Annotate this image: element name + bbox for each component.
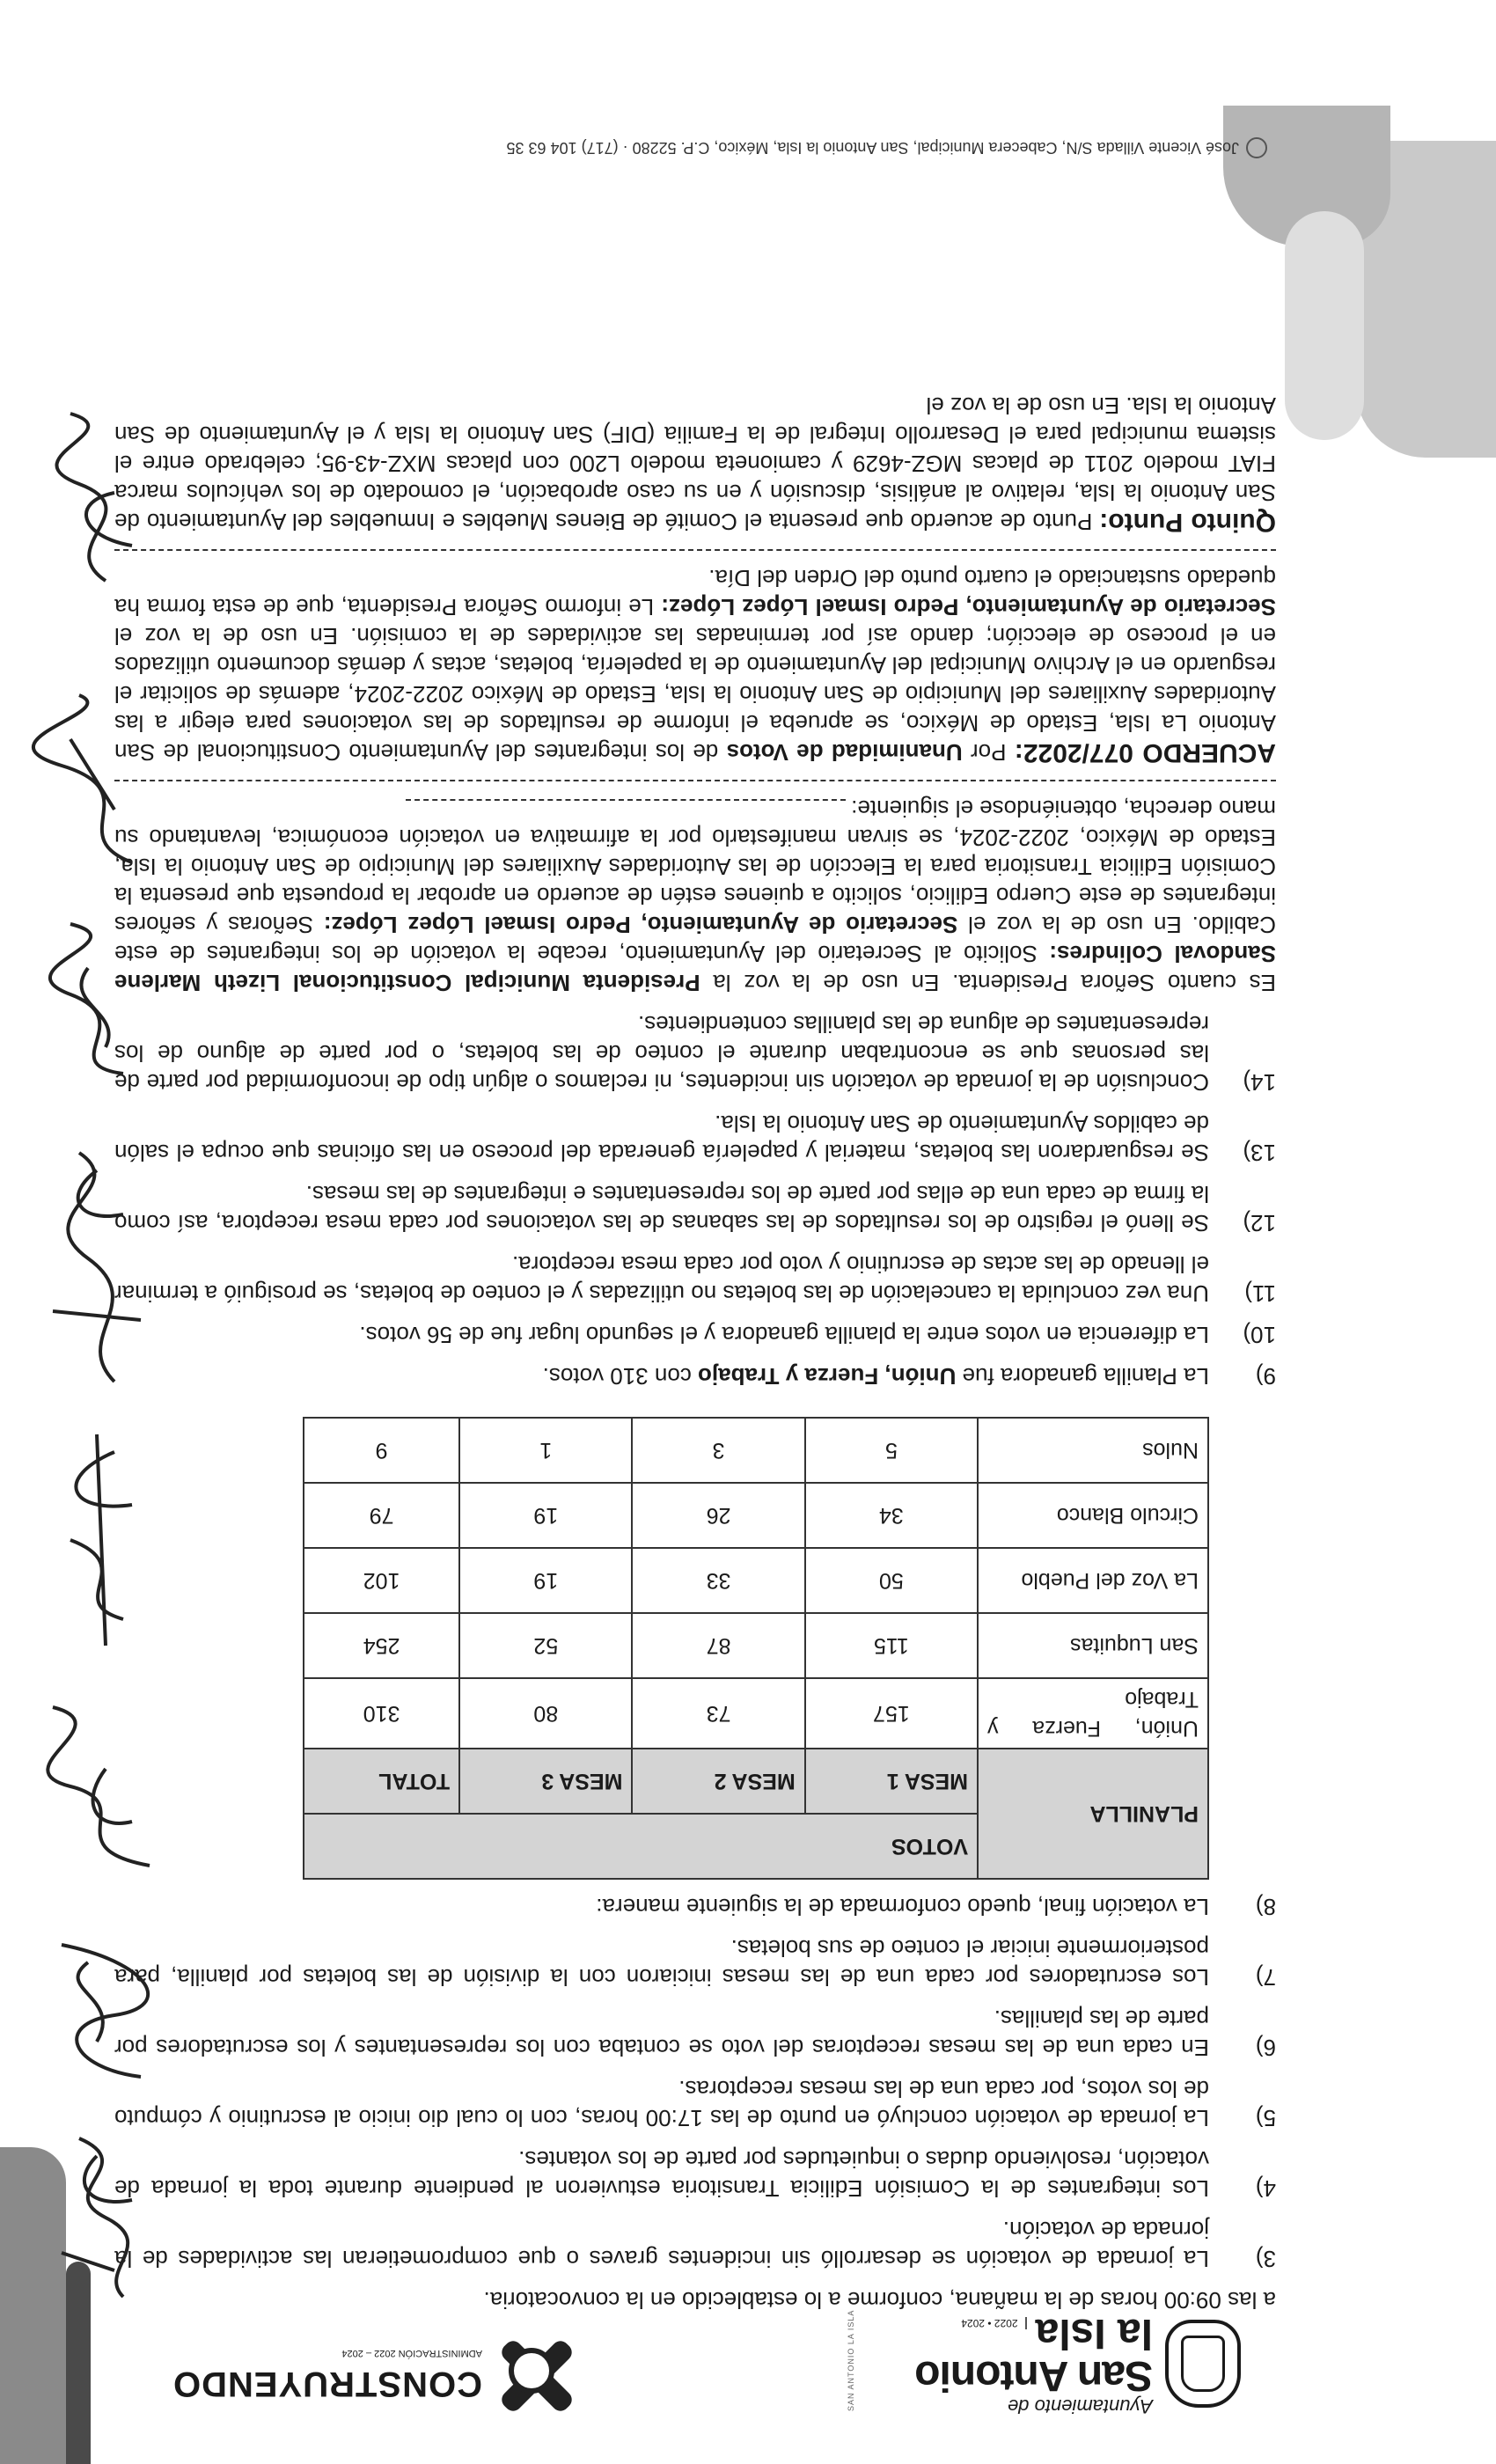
table-row	[304, 1483, 1208, 1548]
item-text: Se llenó el registro de los resultados de las sabanas de las votaciones por cada mesa receptora, así como la firma de cada una de ellas por parte de los representantes e integrantes de las mesas.	[114, 1181, 1209, 1236]
col-mesa3: MESA 3	[459, 1749, 632, 1814]
item-text: Una vez concluida la cancelación de las boletas no utilizadas y el conteo de boletas, se prosiguió a terminar el llenado de las actas de escrutinio y voto por cada mesa receptora.	[114, 1251, 1209, 1307]
list-item	[114, 1892, 1276, 1921]
signature	[18, 405, 176, 598]
col-mesa1: MESA 1	[805, 1749, 978, 1814]
municipality-logo	[915, 2312, 1241, 2416]
item-number: 3)	[1255, 2246, 1276, 2272]
item-text: Conclusión de la jornada de votación sin incidentes, ni reclamos o algún tipo de inconformidad por parte de las personas que se encontraban durante el conteo de las boletas, o por parte de alguno de los representantes de alguna de las planillas contendientes.	[114, 1011, 1209, 1096]
table-row	[304, 1678, 1208, 1749]
list-item	[114, 2145, 1276, 2203]
quinto-punto-paragraph: Quinto Punto: Punto de acuerdo que presenta el Comité de Bienes Muebles e Inmuebles del Ayuntamiento de San Antonio la Isla, relativo al análisis, discusión y en su caso aprobación, el comodato de los vehículos marca FIAT modelo 2011 de placas MGZ-4629 y camioneta modelo L200 con placas MXZ-43-95; celebrado entre el sistema municipal para el Desarrollo Integral de la Familia (DIF) San Antonio la Isla y el Ayuntamiento de San Antonio la Isla. En uso de la voz el	[114, 392, 1276, 537]
table-row	[304, 1613, 1208, 1678]
list-item	[114, 1250, 1276, 1308]
item-number: 14)	[1243, 1069, 1276, 1096]
brand2-title: CONSTRUYENDO	[172, 2365, 482, 2404]
construyendo-logo	[172, 2332, 581, 2420]
cell-mesa2: 73	[632, 1678, 804, 1749]
list-item	[114, 1320, 1276, 1349]
item-text: En cada una de las mesas receptoras del voto se contaba con los representantes y los escrutadores por parte de las planillas.	[114, 2006, 1209, 2061]
item-number: 11)	[1244, 1280, 1276, 1307]
item-text: con 310 votos.	[542, 1363, 699, 1390]
signature	[18, 1918, 176, 2094]
signature	[18, 915, 176, 1091]
cell-planilla: Unión, Fuerza y Trabajo	[978, 1678, 1208, 1749]
cell-total: 310	[304, 1678, 459, 1749]
separator	[114, 549, 1276, 551]
acuerdo-label: ACUERDO 077/2022:	[1014, 738, 1276, 767]
quinto-label: Quinto Punto:	[1099, 508, 1276, 537]
footer-address	[53, 137, 1267, 158]
cell-mesa2: 87	[632, 1613, 804, 1678]
item-text: Se resguardaron las boletas, material y papelería generada del proceso en las oficinas que ocupa el salón de cabildos Ayuntamiento de San Antonio la Isla.	[114, 1111, 1209, 1166]
list-item	[114, 1009, 1276, 1096]
logo-line2: San Antonio	[915, 2352, 1153, 2399]
item-number: 9)	[1255, 1363, 1276, 1390]
col-mesa2: MESA 2	[632, 1749, 804, 1814]
signature	[18, 1144, 176, 1390]
x-emblem-icon	[493, 2332, 581, 2420]
brand2-subtitle: ADMINISTRACIÓN 2022 – 2024	[341, 2348, 482, 2359]
list-item	[114, 2004, 1276, 2062]
item-number: 6)	[1255, 2035, 1276, 2061]
cell-planilla: Circulo Blanco	[978, 1483, 1208, 1548]
separator	[114, 780, 1276, 781]
footer-text: José Vicente Villada S/N, Cabecera Municipal, San Antonio la Isla, México, C.P. 52280 · (717) 104 63 35	[506, 139, 1239, 158]
location-icon	[1246, 137, 1267, 158]
logo-tag: 2022 • 2024	[961, 2317, 1026, 2329]
cell-mesa3: 80	[459, 1678, 632, 1749]
cell-mesa2: 33	[632, 1548, 804, 1613]
item-number: 12)	[1243, 1210, 1276, 1236]
list-item	[114, 1179, 1276, 1237]
list-item	[114, 1361, 1276, 1390]
item-number: 13)	[1243, 1140, 1276, 1166]
emblem-icon	[1165, 2320, 1241, 2408]
intro-text: a las 09:00 horas de la mañana, conforme a lo establecido en la convocatoria.	[483, 2287, 1276, 2314]
item-text: La votación final, quedo conformada de la siguiente manera:	[596, 1894, 1209, 1920]
winning-planilla: Unión, Fuerza y Trabajo	[698, 1363, 957, 1390]
item-number: 7)	[1255, 1964, 1276, 1991]
votes-table	[303, 1417, 1209, 1880]
signature	[18, 1690, 176, 1883]
table-row	[304, 1418, 1208, 1483]
logo-line3: la Isla	[1035, 2310, 1153, 2357]
cell-total: 9	[304, 1418, 459, 1483]
logo-line1: Ayuntamiento de	[1008, 2395, 1153, 2417]
vertical-text: SAN ANTONIO LA ISLA	[847, 2309, 855, 2411]
cell-planilla: San Luquitas	[978, 1613, 1208, 1678]
cell-mesa3: 19	[459, 1548, 632, 1613]
acuerdo-paragraph: ACUERDO 077/2022: Por Unanimidad de Votos de los integrantes del Ayuntamiento Constitucional de San Antonio La Isla, Estado de México, se aprueba el informe de resultados de las votaciones para elegir a las Autoridades Auxiliares del Municipio de San Antonio la Isla, Estado de México 2022-2024, además de solicitar el resguardo en el Archivo Municipal del Ayuntamiento de la papelería, boletas, actas y demás documento utilizados en el proceso de elección; dando así por terminadas las actividades de la comisión. En uso de la voz el Secretario de Ayuntamiento, Pedro Ismael López López: Le informo Señora Presidenta, que de esta forma ha quedado sustanciado el cuarto punto del Orden del Día.	[114, 565, 1276, 767]
item-number: 8)	[1255, 1894, 1276, 1920]
cell-mesa1: 34	[805, 1483, 978, 1548]
item-text: Los escrutadores por cada una de las mesas iniciaron con la división de las boletas por planilla, para posteriormente iniciar el conteo de sus boletas.	[114, 1935, 1209, 1991]
cell-mesa1: 157	[805, 1678, 978, 1749]
signature	[18, 2130, 176, 2306]
table-header-row	[304, 1814, 1208, 1879]
cell-mesa1: 50	[805, 1548, 978, 1613]
cell-total: 254	[304, 1613, 459, 1678]
item-number: 10)	[1243, 1322, 1276, 1348]
cell-total: 102	[304, 1548, 459, 1613]
item-text: La jornada de votación se desarrolló sin incidentes graves o que comprometieran las actividades de la jornada de votación.	[114, 2217, 1209, 2272]
list-item	[114, 1109, 1276, 1167]
cell-mesa2: 26	[632, 1483, 804, 1548]
signature	[18, 686, 176, 880]
cell-planilla: Nulos	[978, 1418, 1208, 1483]
cell-mesa1: 115	[805, 1613, 978, 1678]
table-row	[304, 1548, 1208, 1613]
cell-mesa3: 1	[459, 1418, 632, 1483]
cell-planilla: La Voz del Pueblo	[978, 1548, 1208, 1613]
list-item	[114, 1933, 1276, 1991]
item-text: La diferencia en votos entre la planilla ganadora y el segundo lugar fue de 56 votos.	[359, 1322, 1209, 1348]
cell-mesa2: 3	[632, 1418, 804, 1483]
item-text: La Planilla ganadora fue	[956, 1363, 1209, 1390]
document-body	[114, 378, 1276, 2314]
list-item	[114, 2074, 1276, 2132]
item-number: 4)	[1255, 2175, 1276, 2202]
vote-request-paragraph: Es cuanto Señora Presidenta. En uso de la voz la Presidenta Municipal Constitucional Lizeth Marlene Sandoval Colindres: Solicito al Secretario del Ayuntamiento, recabe la votación de los integrantes de este Cabildo. En uso de la voz el Secretario de Ayuntamiento, Pedro Ismael López López: Señoras y señores integrantes de este Cuerpo Edilicio, solicito a quienes estén de acuerdo en aprobar la propuesta que presenta la Comisión Edilicia Transitoria para la Elección de las Autoridades Auxiliares del Municipio de San Antonio la Isla, Estado de México, 2022-2024, se sirvan manifestarlo por la afirmativa en votación económica, levantando su mano derecha, obteniéndose el siguiente:	[114, 796, 1276, 996]
cell-mesa3: 19	[459, 1483, 632, 1548]
cell-mesa3: 52	[459, 1613, 632, 1678]
col-planilla: PLANILLA	[978, 1749, 1208, 1879]
list-item	[114, 2215, 1276, 2273]
col-total: TOTAL	[304, 1749, 459, 1814]
col-votos: VOTOS	[304, 1814, 978, 1879]
signature	[18, 1426, 176, 1654]
item-text: La jornada de votación concluyó en punto de las 17:00 horas, con lo cual dio inicio al escrutinio y cómputo de los votos, por cada una de las mesas receptoras.	[114, 2076, 1209, 2131]
item-number: 5)	[1255, 2105, 1276, 2131]
cell-mesa1: 5	[805, 1418, 978, 1483]
item-text: Los integrantes de la Comisión Edilicia Transitoria estuvieron al pendiente durante toda la jornada de votación, resolviendo dudas o inquietudes por parte de los votantes.	[114, 2146, 1209, 2202]
cell-total: 79	[304, 1483, 459, 1548]
